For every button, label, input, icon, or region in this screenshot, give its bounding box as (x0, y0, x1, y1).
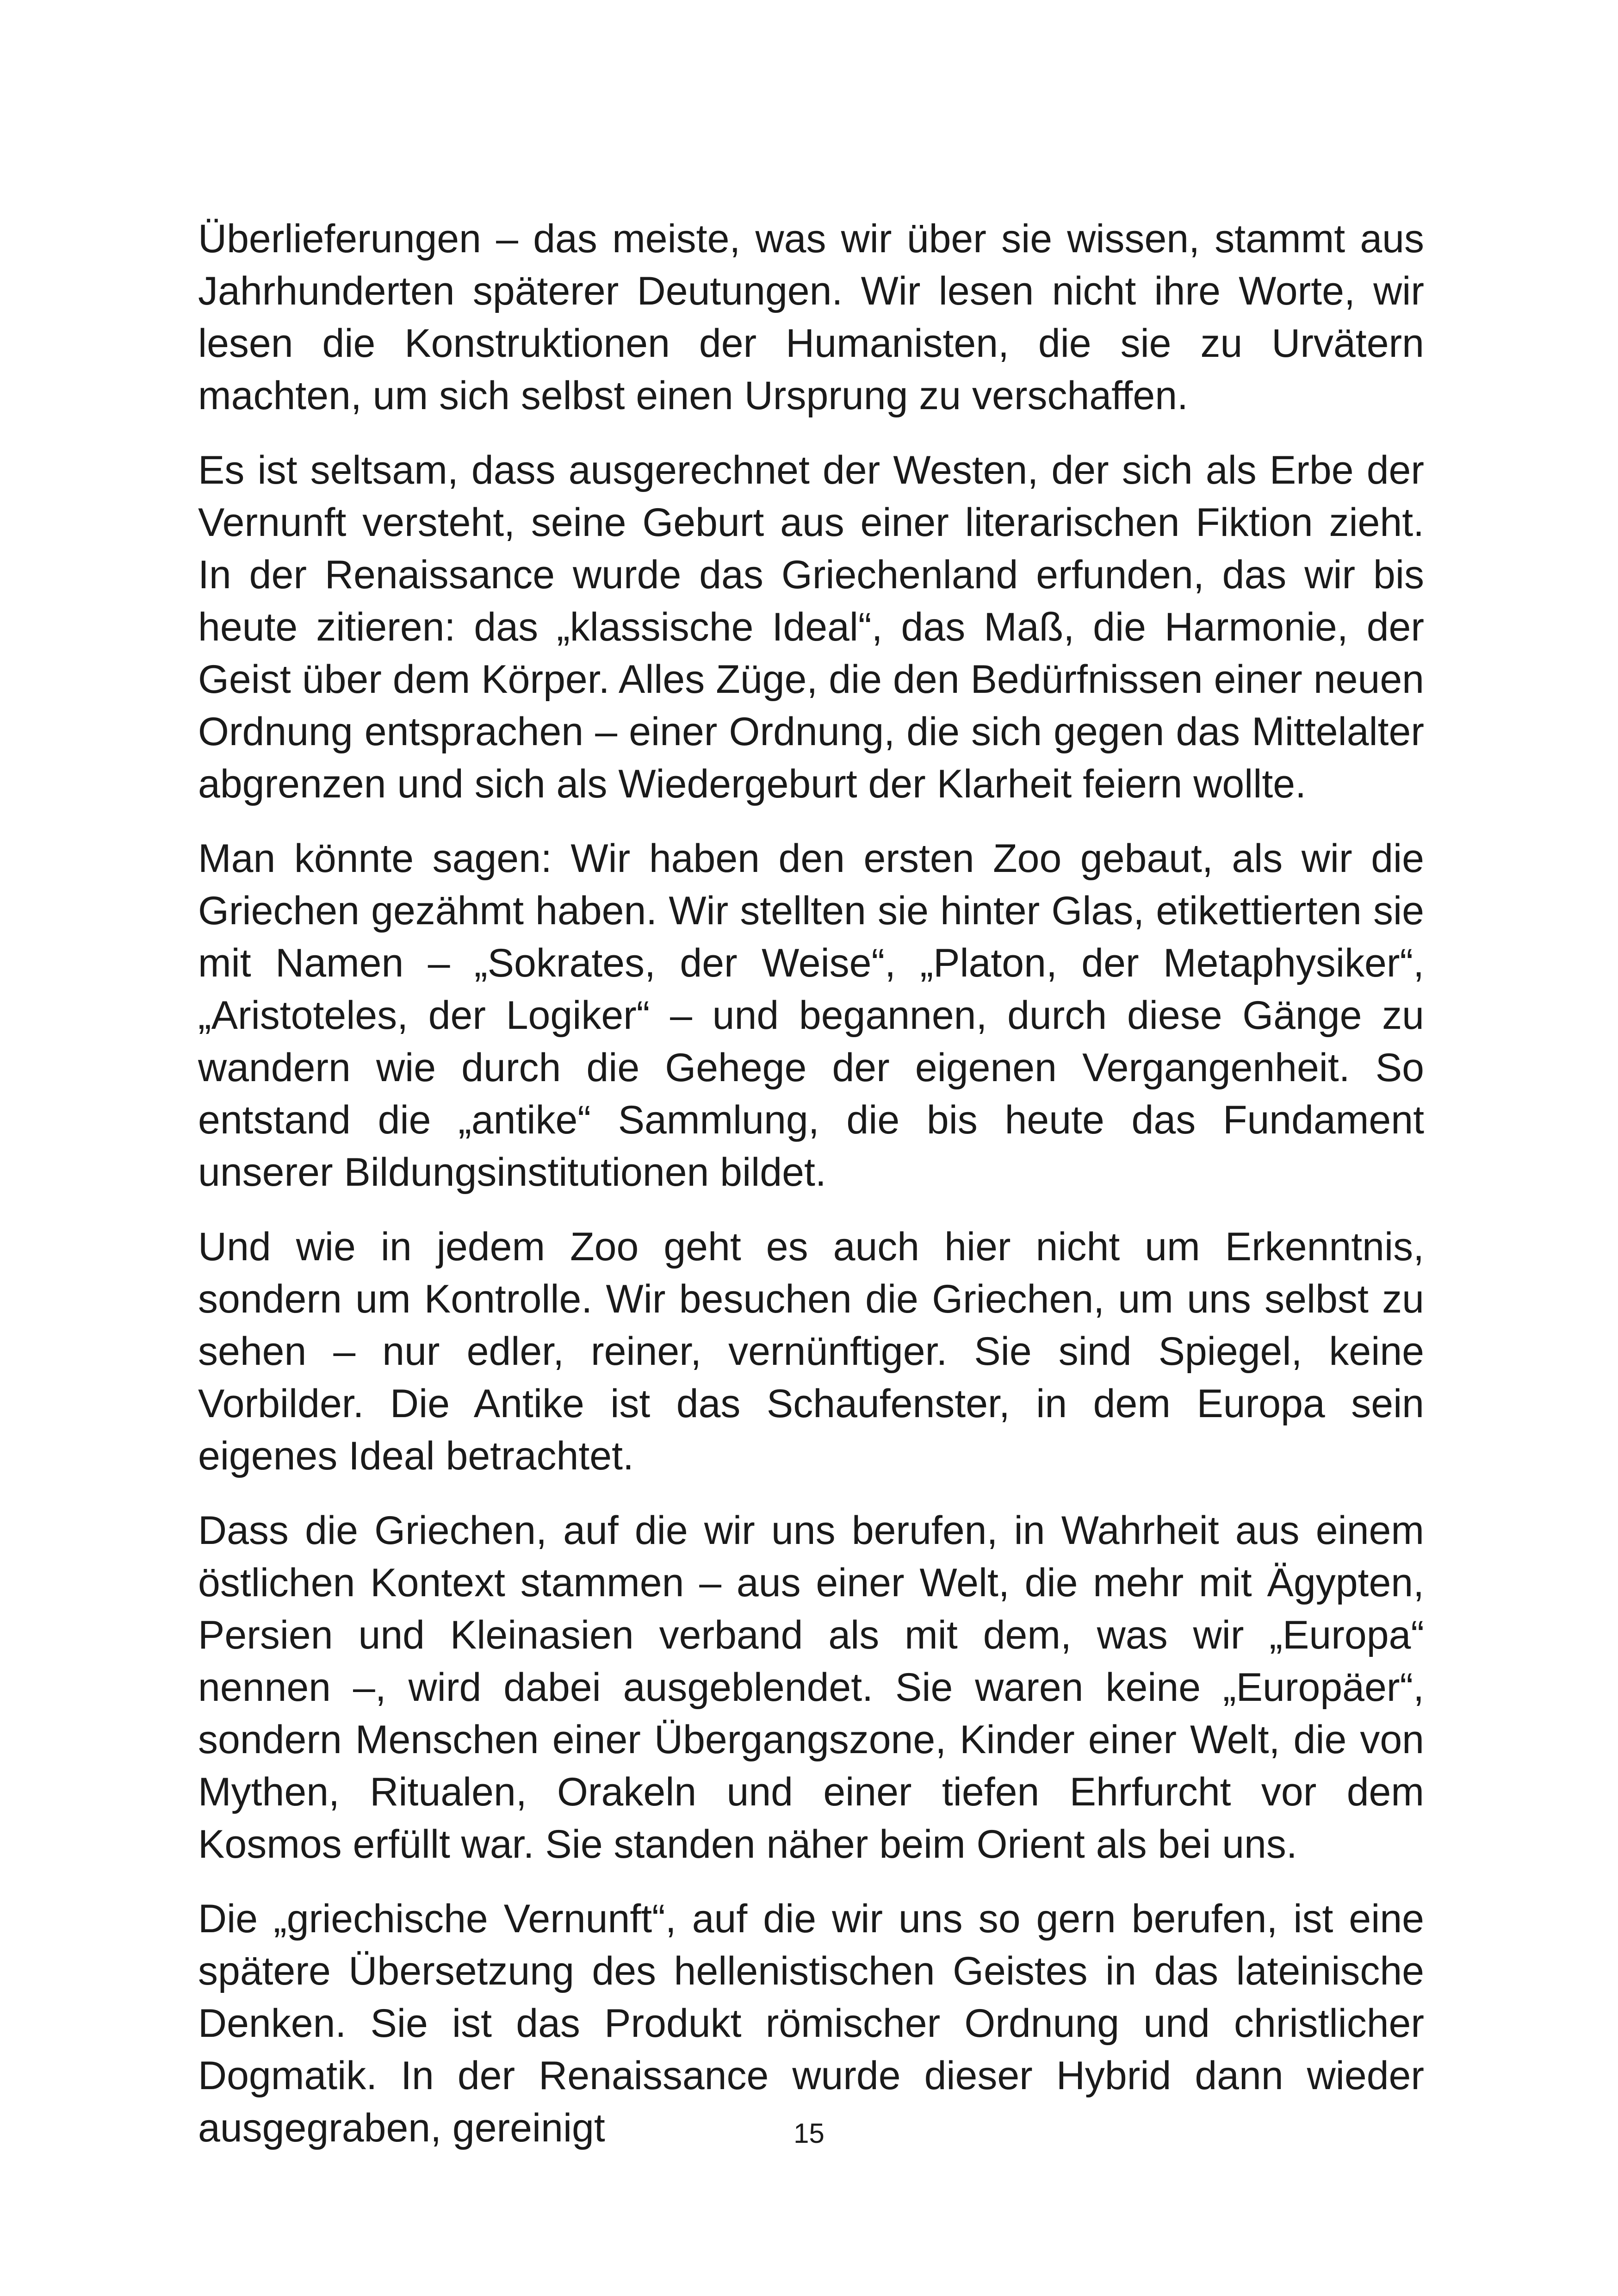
paragraph: Und wie in jedem Zoo geht es auch hier nicht um Erkenntnis, sondern um Kontrolle. Wir besuchen die Griechen, um uns selbst zu sehen – nur edler, reiner, vernünftiger. Sie sind Spiegel, keine Vorbilder. Die Antike ist das Schaufenster, in dem Europa sein eigenes Ideal betrachtet. (198, 1225, 1424, 1478)
paragraph: Dass die Griechen, auf die wir uns berufen, in Wahrheit aus einem östlichen Kontext stammen – aus einer Welt, die mehr mit Ägypten, Persien und Kleinasien verband als mit dem, was wir „Europa“ nennen –, wird dabei ausgeblendet. Sie waren keine „Europäer“, sondern Menschen einer Übergangszone, Kinder einer Welt, die von Mythen, Ritualen, Orakeln und einer tiefen Ehrfurcht vor dem Kosmos erfüllt war. Sie standen näher beim Orient als bei uns. (198, 1508, 1424, 1867)
paragraph: Man könnte sagen: Wir haben den ersten Zoo gebaut, als wir die Griechen gezähmt haben. Wir stellten sie hinter Glas, etikettierten sie mit Namen – „Sokrates, der Weise“, „Platon, der Metaphysiker“, „Aristoteles, der Logiker“ – und begannen, durch diese Gänge zu wandern wie durch die Gehege der eigenen Vergangenheit. So entstand die „antike“ Sammlung, die bis heute das Fundament unserer Bildungsinstitutionen bildet. (198, 836, 1424, 1195)
paragraph: Es ist seltsam, dass ausgerechnet der Westen, der sich als Erbe der Vernunft versteht, seine Geburt aus einer literarischen Fiktion zieht. In der Renaissance wurde das Griechenland erfunden, das wir bis heute zitieren: das „klassische Ideal“, das Maß, die Harmonie, der Geist über dem Körper. Alles Züge, die den Bedürfnissen einer neuen Ordnung entsprachen – einer Ordnung, die sich gegen das Mittelalter abgrenzen und sich als Wiedergeburt der Klarheit feiern wollte. (198, 448, 1424, 806)
body-text (198, 213, 1424, 2154)
paragraph: Überlieferungen – das meiste, was wir über sie wissen, stammt aus Jahrhunderten späterer Deutungen. Wir lesen nicht ihre Worte, wir lesen die Konstruktionen der Humanisten, die sie zu Urvätern machten, um sich selbst einen Ursprung zu verschaffen. (198, 217, 1424, 418)
page-number: 15 (794, 2118, 824, 2149)
paragraph: Die „griechische Vernunft“, auf die wir uns so gern berufen, ist eine spätere Übersetzung des hellenistischen Geistes in das lateinische Denken. Sie ist das Produkt römischer Ordnung und christlicher Dogmatik. In der Renaissance wurde dieser Hybrid dann wieder ausgegraben, gereinigt (198, 1897, 1424, 2150)
